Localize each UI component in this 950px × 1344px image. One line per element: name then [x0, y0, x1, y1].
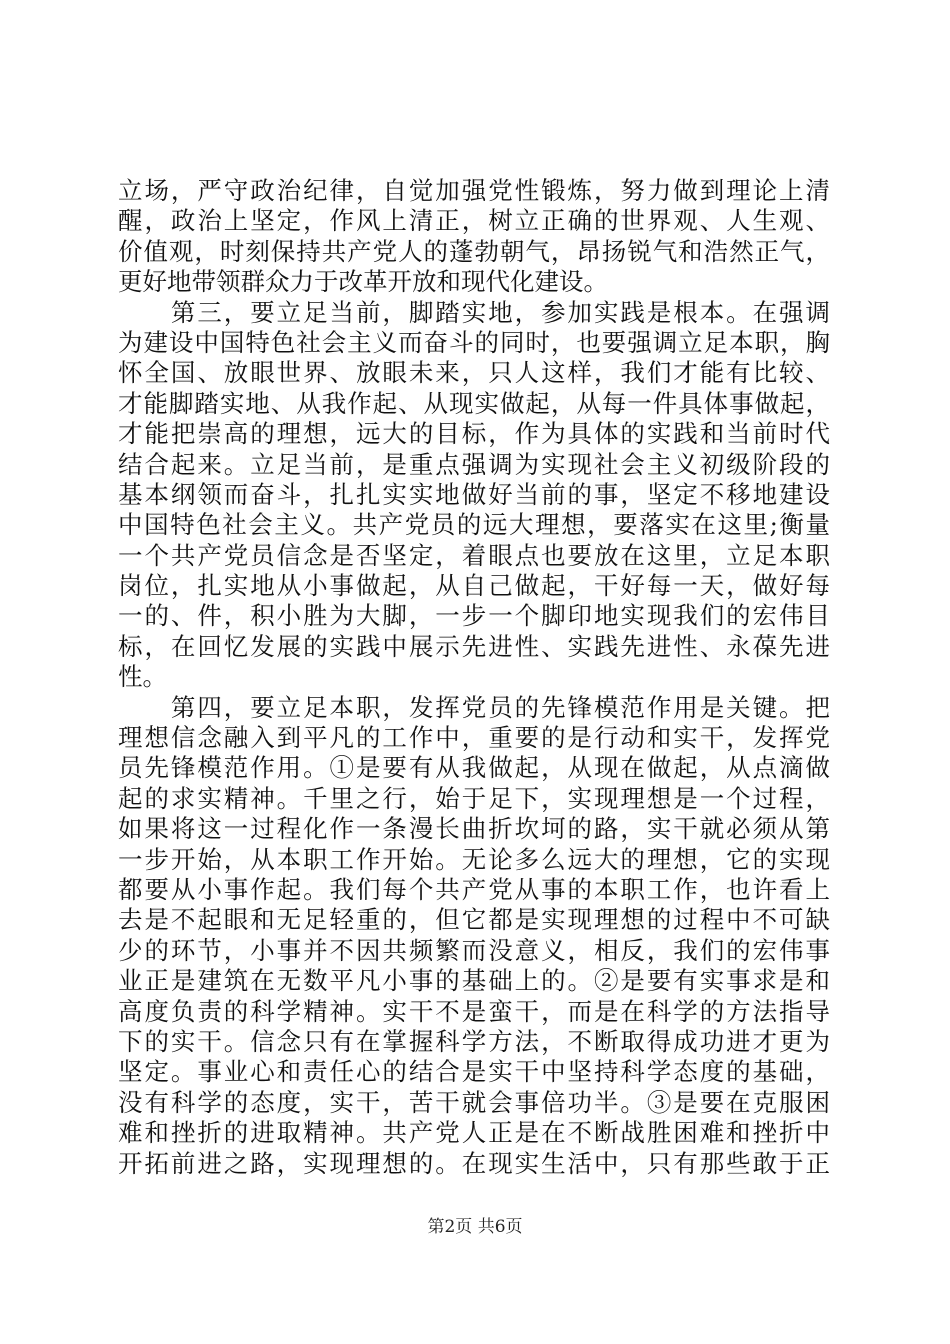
text-line: 一个共产党员信念是否坚定，着眼点也要放在这里，立足本职 [118, 540, 830, 570]
text-line: 结合起来。立足当前，是重点强调为实现社会主义初级阶段的 [118, 449, 830, 479]
text-line: 难和挫折的进取精神。共产党人正是在不断战胜困难和挫折中 [118, 1118, 830, 1148]
text-line: 性。 [118, 662, 167, 692]
text-line: 才能脚踏实地、从我作起、从现实做起，从每一件具体事做起， [118, 388, 830, 418]
text-line: 起的求实精神。千里之行，始于足下，实现理想是一个过程， [118, 783, 830, 813]
text-line: 标，在回忆发展的实践中展示先进性、实践先进性、永葆先进 [118, 631, 830, 661]
text-line: 一步开始，从本职工作开始。无论多么远大的理想，它的实现 [118, 844, 830, 874]
text-line: 第四，要立足本职，发挥党员的先锋模范作用是关键。把 [118, 692, 830, 722]
text-line: 高度负责的科学精神。实干不是蛮干，而是在科学的方法指导 [118, 996, 830, 1026]
text-line: 中国特色社会主义。共产党员的远大理想，要落实在这里;衡量 [118, 510, 830, 540]
body-text [118, 176, 830, 1179]
text-line: 如果将这一过程化作一条漫长曲折坎坷的路，实干就必须从第 [118, 814, 830, 844]
text-line: 基本纲领而奋斗，扎扎实实地做好当前的事，坚定不移地建设 [118, 479, 830, 509]
text-line: 价值观，时刻保持共产党人的蓬勃朝气，昂扬锐气和浩然正气， [118, 236, 830, 266]
text-line: 岗位，扎实地从小事做起，从自己做起，干好每一天，做好每 [118, 571, 830, 601]
text-line: 醒，政治上坚定，作风上清正，树立正确的世界观、人生观、 [118, 206, 830, 236]
text-line: 一的、件，积小胜为大脚，一步一个脚印地实现我们的宏伟目 [118, 601, 830, 631]
text-line: 开拓前进之路，实现理想的。在现实生活中，只有那些敢于正 [118, 1148, 830, 1178]
text-line: 业正是建筑在无数平凡小事的基础上的。②是要有实事求是和 [118, 966, 830, 996]
text-line: 都要从小事作起。我们每个共产党从事的本职工作，也许看上 [118, 874, 830, 904]
text-line: 少的环节，小事并不因共频繁而没意义，相反，我们的宏伟事 [118, 935, 830, 965]
page-footer: 第2页 共6页 [427, 1217, 523, 1237]
text-line: 更好地带领群众力于改革开放和现代化建设。 [118, 267, 608, 297]
text-line: 没有科学的态度，实干，苦干就会事倍功半。③是要在克服困 [118, 1087, 830, 1117]
text-line: 为建设中国特色社会主义而奋斗的同时，也要强调立足本职，胸 [118, 327, 830, 357]
text-line: 理想信念融入到平凡的工作中，重要的是行动和实干，发挥党 [118, 723, 830, 753]
text-line: 立场，严守政治纪律，自觉加强党性锻炼，努力做到理论上清 [118, 176, 830, 205]
text-line: 怀全国、放眼世界、放眼未来，只人这样，我们才能有比较、 [118, 358, 830, 388]
text-line: 坚定。事业心和责任心的结合是实干中坚持科学态度的基础， [118, 1057, 830, 1087]
text-line: 才能把崇高的理想，远大的目标，作为具体的实践和当前时代 [118, 419, 830, 449]
text-line: 员先锋模范作用。①是要有从我做起，从现在做起，从点滴做 [118, 753, 830, 783]
text-line: 去是不起眼和无足轻重的，但它都是实现理想的过程中不可缺 [118, 905, 830, 935]
text-line: 第三，要立足当前，脚踏实地，参加实践是根本。在强调 [118, 297, 830, 327]
text-line: 下的实干。信念只有在掌握科学方法，不断取得成功进才更为 [118, 1026, 830, 1056]
